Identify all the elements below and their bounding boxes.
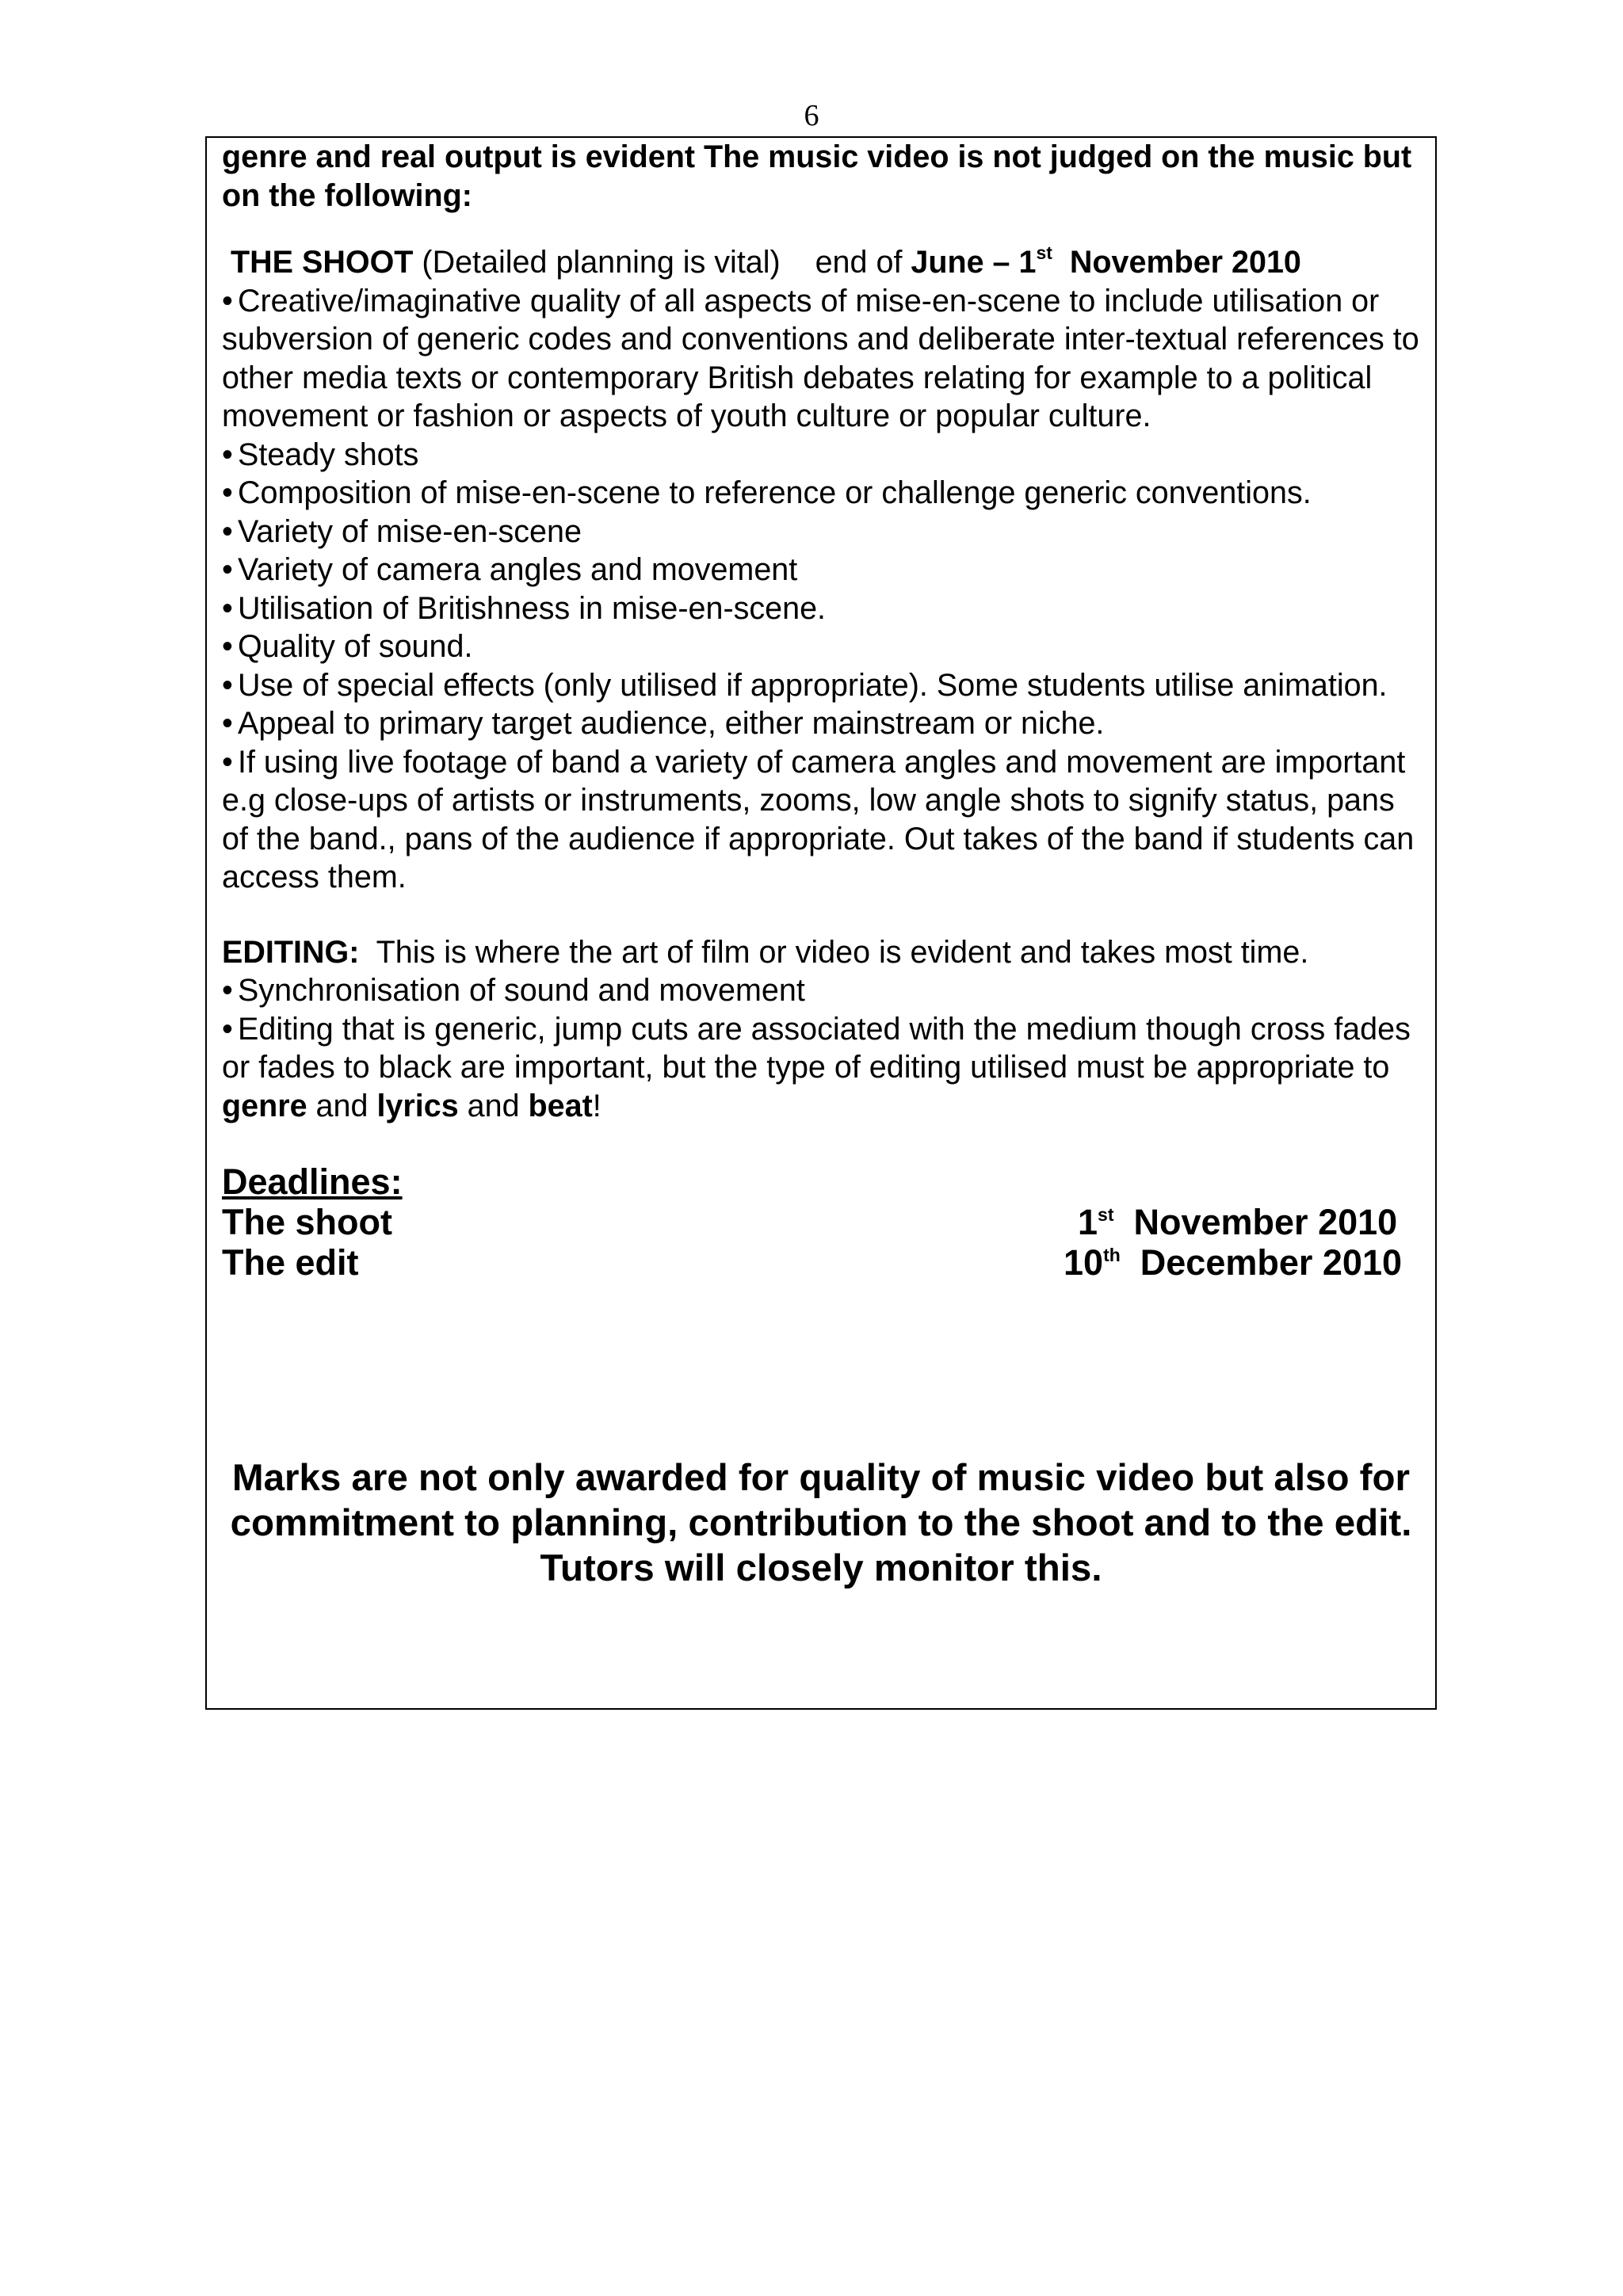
shoot-title: THE SHOOT — [231, 245, 414, 280]
content — [222, 138, 1419, 1283]
intro-text: genre and real output is evident The music video is not judged on the music but on the following: — [222, 139, 1412, 213]
shoot-date-start: June – 1 — [911, 245, 1037, 280]
bullet-icon: • — [222, 706, 233, 741]
beat-word: beat — [528, 1088, 593, 1123]
lyrics-word: lyrics — [376, 1088, 459, 1123]
deadline-row-edit — [222, 1242, 1419, 1283]
list-item: • Synchronisation of sound and movement — [222, 971, 1419, 1010]
list-item: • If using live footage of band a variety of camera angles and movement are important e.g close-ups of artists or instruments, zooms, low angle shots to signify status, pans of the band., pans of the audience if appropriate. Out takes of the band if students can access them. — [222, 744, 1415, 894]
bullet-icon: • — [222, 552, 233, 587]
shoot-heading — [222, 243, 1419, 282]
deadline-date: 1st November 2010 — [1078, 1202, 1398, 1242]
list-item: • Steady shots — [222, 436, 1419, 475]
bullet-icon: • — [222, 513, 233, 549]
bullet-icon: • — [222, 437, 233, 472]
list-item: • Variety of camera angles and movement — [222, 551, 1419, 589]
deadlines-section — [222, 1161, 1419, 1283]
shoot-paren: (Detailed planning is vital) end of — [413, 245, 911, 280]
genre-word: genre — [222, 1088, 307, 1123]
list-item: • Composition of mise-en-scene to reference or challenge generic conventions. — [222, 474, 1419, 513]
bullet-icon: • — [222, 629, 233, 664]
list-item: • Variety of mise-en-scene — [222, 513, 1419, 551]
bullet-icon: • — [222, 283, 233, 318]
deadline-label: The edit — [222, 1242, 359, 1283]
shoot-date-end: November 2010 — [1052, 245, 1301, 280]
deadline-date: 10th December 2010 — [1064, 1242, 1403, 1283]
list-item: • Quality of sound. — [222, 627, 1419, 666]
shoot-date-sup: st — [1036, 242, 1052, 263]
bullet-icon: • — [222, 667, 233, 703]
list-item: • Utilisation of Britishness in mise-en-scene. — [222, 589, 1419, 628]
page-number: 6 — [804, 99, 819, 132]
bullet-icon: • — [222, 1011, 233, 1047]
editing-heading — [222, 933, 1419, 972]
editing-title: EDITING: — [222, 934, 360, 970]
list-item: • Appeal to primary target audience, either mainstream or niche. — [222, 704, 1419, 743]
deadline-row-shoot — [222, 1202, 1419, 1242]
bullet-icon: • — [222, 973, 233, 1008]
bullet-icon: • — [222, 590, 233, 626]
editing-text: This is where the art of film or video is evident and takes most time. — [359, 934, 1309, 970]
bullet-icon: • — [222, 744, 233, 780]
deadline-label: The shoot — [222, 1202, 392, 1242]
closing-statement: Marks are not only awarded for quality of music video but also for commitment to planning, contribution to the shoot and to the edit. Tutors will closely monitor this. — [230, 1457, 1412, 1589]
deadlines-title: Deadlines: — [222, 1161, 403, 1202]
content-box — [205, 136, 1437, 1710]
list-item: • Creative/imaginative quality of all aspects of mise-en-scene to include utilisation or subversion of generic codes and conventions and deliberate inter-textual references to other media texts or contemporary British debates relating for example to a political movement or fashion or aspects of youth culture or popular culture. — [222, 283, 1419, 433]
shoot-bullet-list — [222, 282, 1419, 897]
bullet-icon: • — [222, 475, 233, 510]
list-item: • Editing that is generic, jump cuts are associated with the medium though cross fades or fades to black are important, but the type of editing utilised must be appropriate to genre and lyrics and beat! — [222, 1011, 1411, 1123]
list-item: • Use of special effects (only utilised if appropriate). Some students utilise animation. — [222, 666, 1419, 705]
